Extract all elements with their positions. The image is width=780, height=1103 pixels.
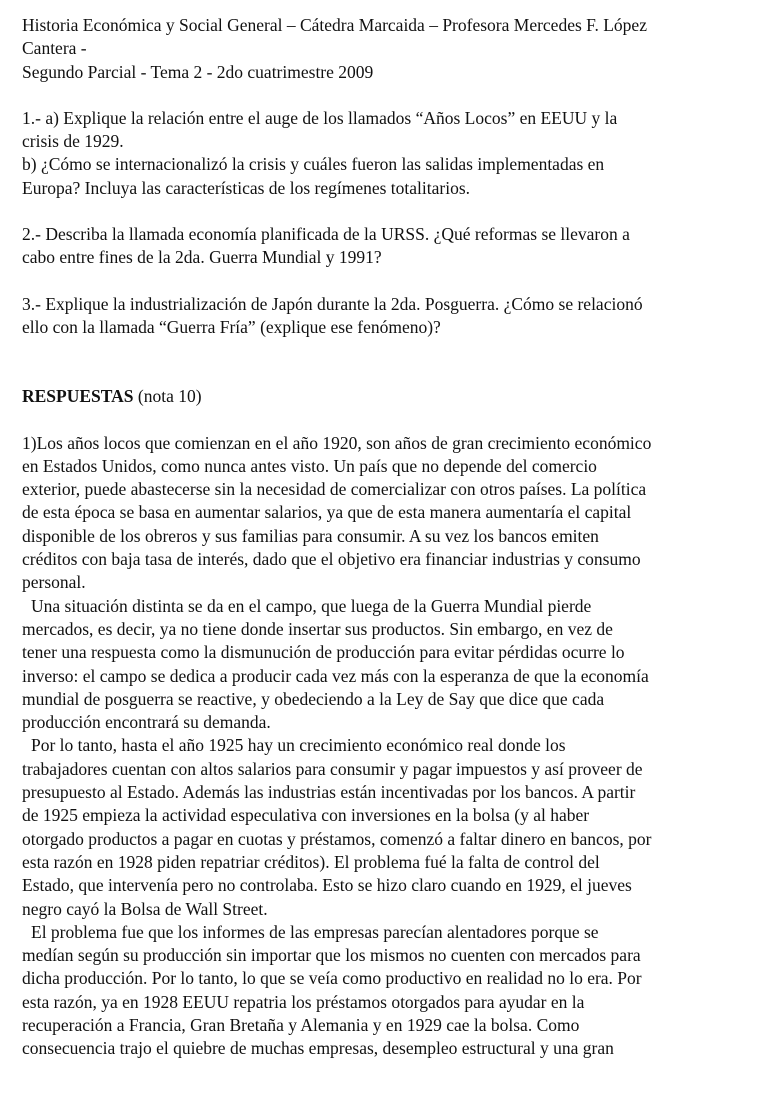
question-2 (22, 223, 764, 270)
answer-paragraph-4 (22, 921, 764, 1061)
answer-paragraph-1 (22, 432, 764, 595)
paragraph-line: disponible de los obreros y sus familias para consumir. A su vez los bancos emiten (22, 525, 599, 546)
question-line: b) ¿Cómo se internacionalizó la crisis y cuáles fueron las salidas implementadas en (22, 154, 605, 175)
paragraph-line: de esta época se basa en aumentar salarios, ya que de esta manera aumentaría el capital (22, 502, 632, 523)
paragraph-line: otorgado productos a pagar en cuotas y préstamos, comenzó a faltar dinero en bancos, por (22, 828, 652, 849)
header-line: Segundo Parcial - Tema 2 - 2do cuatrimestre 2009 (22, 61, 374, 82)
question-line: crisis de 1929. (22, 131, 124, 152)
paragraph-line: medían según su producción sin importar que los mismos no cuenten con mercados para (22, 945, 641, 966)
paragraph-line: mercados, es decir, ya no tiene donde insertar sus productos. Sin embargo, en vez de (22, 618, 613, 639)
question-line: cabo entre fines de la 2da. Guerra Mundial y 1991? (22, 247, 382, 268)
paragraph-line: negro cayó la Bolsa de Wall Street. (22, 898, 268, 919)
answers-heading (22, 385, 764, 408)
question-1b (22, 153, 764, 200)
paragraph-line: trabajadores cuentan con altos salarios para consumir y pagar impuestos y así proveer de (22, 758, 643, 779)
paragraph-line: esta razón, ya en 1928 EEUU repatria los préstamos otorgados para ayudar en la (22, 991, 585, 1012)
answer-paragraph-2 (22, 595, 764, 735)
answers-heading-note: (nota 10) (133, 386, 202, 407)
paragraph-line: 1)Los años locos que comienzan en el año 1920, son años de gran crecimiento económico (22, 432, 652, 453)
paragraph-line: El problema fue que los informes de las empresas parecían alentadores porque se (31, 921, 599, 942)
paragraph-line: recuperación a Francia, Gran Bretaña y Alemania y en 1929 cae la bolsa. Como (22, 1014, 580, 1035)
paragraph-line: personal. (22, 572, 86, 593)
paragraph-line: consecuencia trajo el quiebre de muchas empresas, desempleo estructural y una gran (22, 1038, 614, 1059)
header-line: Cantera - (22, 38, 87, 59)
question-line: 3.- Explique la industrialización de Japón durante la 2da. Posguerra. ¿Cómo se relacionó (22, 293, 643, 314)
paragraph-line: producción encontrará su demanda. (22, 712, 271, 733)
paragraph-line: esta razón en 1928 piden repatriar créditos). El problema fué la falta de control del (22, 851, 600, 872)
question-line: 1.- a) Explique la relación entre el auge de los llamados “Años Locos” en EEUU y la (22, 107, 618, 128)
paragraph-line: dicha producción. Por lo tanto, lo que se veía como productivo en realidad no lo era. Por (22, 968, 642, 989)
header-line: Historia Económica y Social General – Cátedra Marcaida – Profesora Mercedes F. López (22, 15, 647, 35)
paragraph-line: Por lo tanto, hasta el año 1925 hay un crecimiento económico real donde los (31, 735, 566, 756)
paragraph-line: presupuesto al Estado. Además las industrias están incentivadas por los bancos. A partir (22, 782, 636, 803)
question-1a (22, 107, 764, 154)
question-line: ello con la llamada “Guerra Fría” (explique ese fenómeno)? (22, 316, 441, 337)
paragraph-line: de 1925 empieza la actividad especulativa con inversiones en la bolsa (y al haber (22, 805, 590, 826)
paragraph-line: tener una respuesta como la dismunución de producción para evitar pérdidas ocurre lo (22, 642, 625, 663)
document-header (22, 14, 764, 84)
paragraph-line: Estado, que intervenía pero no controlaba. Esto se hizo claro cuando en 1929, el jueves (22, 875, 632, 896)
answer-paragraph-3 (22, 734, 764, 920)
question-line: Europa? Incluya las características de los regímenes totalitarios. (22, 177, 471, 198)
answers-heading-title: RESPUESTAS (22, 386, 134, 407)
question-line: 2.- Describa la llamada economía planificada de la URSS. ¿Qué reformas se llevaron a (22, 224, 630, 245)
document-page (22, 14, 764, 1061)
paragraph-line: Una situación distinta se da en el campo, que luega de la Guerra Mundial pierde (31, 595, 592, 616)
paragraph-line: inverso: el campo se dedica a producir cada vez más con la esperanza de que la economía (22, 665, 649, 686)
paragraph-line: créditos con baja tasa de interés, dado que el objetivo era financiar industrias y consumo (22, 549, 641, 570)
question-3 (22, 293, 764, 340)
paragraph-line: exterior, puede abastecerse sin la necesidad de comercializar con otros países. La política (22, 479, 647, 500)
paragraph-line: en Estados Unidos, como nunca antes visto. Un país que no depende del comercio (22, 455, 597, 476)
paragraph-line: mundial de posguerra se reactive, y obedeciendo a la Ley de Say que dice que cada (22, 688, 605, 709)
